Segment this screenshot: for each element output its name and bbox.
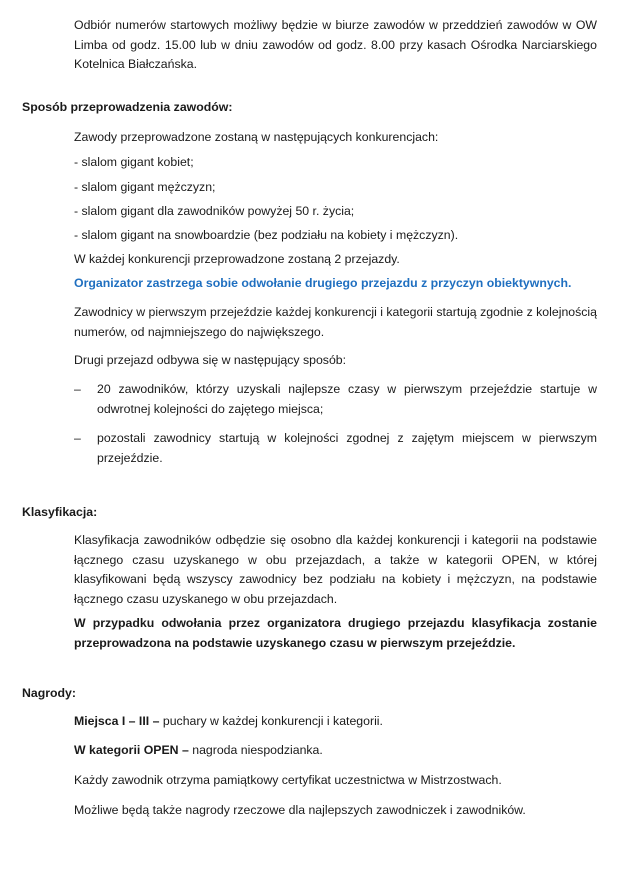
prize-material: Możliwe będą także nagrody rzeczowe dla najlepszych zawodniczek i zawodników. xyxy=(74,803,526,817)
prize-places-text: puchary w każdej konkurencji i kategorii. xyxy=(159,714,383,728)
second-run-lead: Drugi przejazd odbywa się w następujący sposób: xyxy=(74,353,347,367)
organizer-notice: Organizator zastrzega sobie odwołanie drugiego przejazdu z przyczyn obiektywnych. xyxy=(74,276,572,290)
competition-item: - slalom gigant mężczyzn; xyxy=(74,180,216,194)
competition-item: - slalom gigant kobiet; xyxy=(74,155,194,169)
section-heading-klasyfikacja: Klasyfikacja: xyxy=(22,505,98,519)
prize-open-label: W kategorii OPEN – xyxy=(74,743,189,757)
second-run-item: pozostali zawodnicy startują w kolejności zgodnej z zajętym miejscem w pierwszym przejeździe. xyxy=(97,431,597,465)
intro-paragraph: Odbiór numerów startowych możliwy będzie w biurze zawodów w przeddzień zawodów w OW Limba od godz. 15.00 lub w dniu zawodów od godz. 8.00 przy kasach Ośrodka Narciarskiego Kotelnica Białczańska. xyxy=(74,18,597,71)
prize-certificate: Każdy zawodnik otrzyma pamiątkowy certyfikat uczestnictwa w Mistrzostwach. xyxy=(74,773,502,787)
section-heading-sposob: Sposób przeprowadzenia zawodów: xyxy=(22,100,233,114)
section-heading-nagrody: Nagrody: xyxy=(22,686,76,700)
prize-places xyxy=(74,712,597,732)
dash-bullet: – xyxy=(74,382,81,396)
competition-item: - slalom gigant na snowboardzie (bez podziału na kobiety i mężczyzn). xyxy=(74,228,459,242)
runs-count: W każdej konkurencji przeprowadzone zostaną 2 przejazdy. xyxy=(74,252,400,266)
prize-open-text: nagroda niespodzianka. xyxy=(188,743,323,757)
dash-bullet: – xyxy=(74,431,81,445)
prize-places-label: Miejsca I – III – xyxy=(74,714,160,728)
prize-open xyxy=(74,741,597,761)
classification-paragraph: Klasyfikacja zawodników odbędzie się osobno dla każdej konkurencji i kategorii na podstawie łącznego czasu uzyskanego w obu przejazdach, a także w kategorii OPEN, w której klasyfikowani będą wszyscy zawodnicy bez podziału na kobiety i mężczyzn, na podstawie łącznego czasu uzyskanego w obu przejazdach. xyxy=(74,533,597,606)
classification-notice: W przypadku odwołania przez organizatora drugiego przejazdu klasyfikacja zostanie przeprowadzona na podstawie uzyskanego czasu w pierwszym przejeździe. xyxy=(74,616,597,650)
competition-item: - slalom gigant dla zawodników powyżej 50 r. życia; xyxy=(74,204,355,218)
competitions-lead: Zawody przeprowadzone zostaną w następujących konkurencjach: xyxy=(74,130,439,144)
first-run-paragraph: Zawodnicy w pierwszym przejeździe każdej konkurencji i kategorii startują zgodnie z kolejnością numerów, od najmniejszego do największego. xyxy=(74,305,597,339)
second-run-item: 20 zawodników, którzy uzyskali najlepsze czasy w pierwszym przejeździe startuje w odwrotnej kolejności do zajętego miejsca; xyxy=(97,382,597,416)
